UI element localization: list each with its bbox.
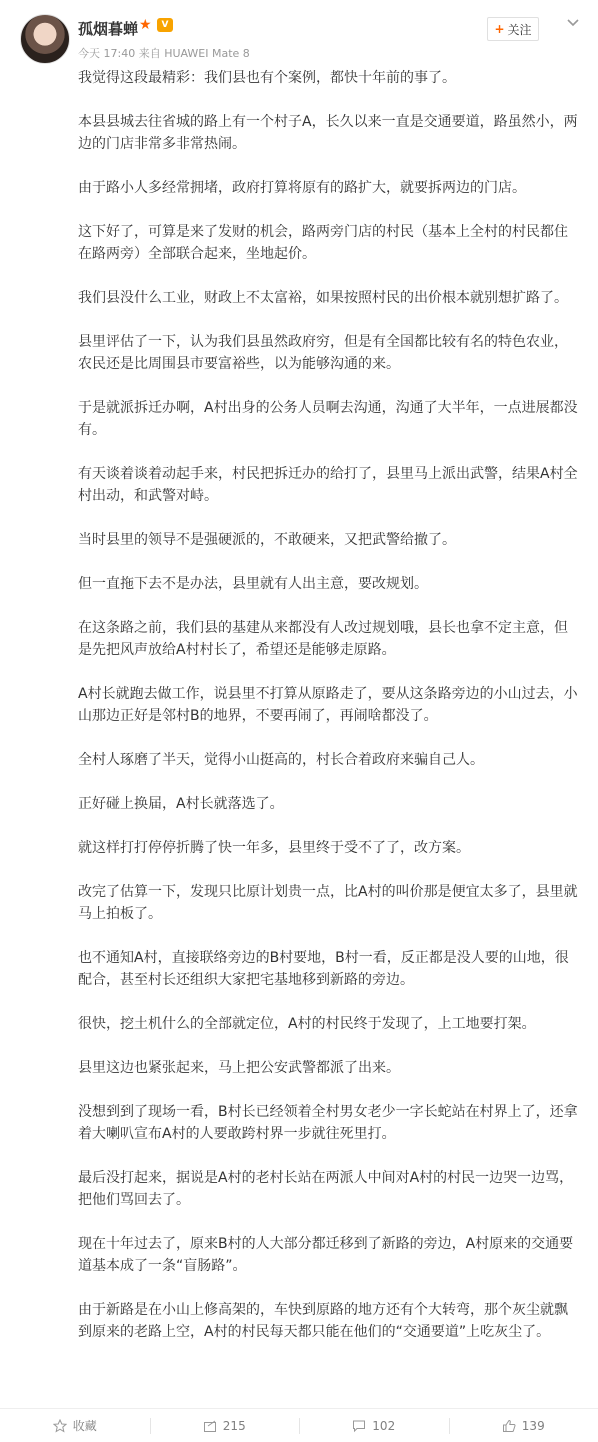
comment-count: 102 bbox=[372, 1419, 395, 1433]
post-paragraph: 有天谈着谈着动起手来，村民把拆迁办的给打了，县里马上派出武警，结果A村全村出动，和武警对峙。 bbox=[78, 463, 578, 507]
chevron-down-icon[interactable] bbox=[566, 16, 580, 30]
post-paragraph: 这下好了，可算是来了发财的机会，路两旁门店的村民（基本上全村的村民都住在路两旁）全部联合起来，坐地起价。 bbox=[78, 221, 578, 265]
star-badge-icon: ★ bbox=[139, 18, 153, 32]
post-header bbox=[0, 0, 598, 70]
post-paragraph: 本县县城去往省城的路上有一个村子A，长久以来一直是交通要道，路虽然小，两边的门店非常多非常热闹。 bbox=[78, 111, 578, 155]
post-paragraph: 我们县没什么工业，财政上不太富裕，如果按照村民的出价根本就别想扩路了。 bbox=[78, 287, 578, 309]
post-paragraph: 县里评估了一下，认为我们县虽然政府穷，但是有全国都比较有名的特色农业，农民还是比周围县市要富裕些，以为能够沟通的来。 bbox=[78, 331, 578, 375]
post-paragraph: 于是就派拆迁办啊，A村出身的公务人员啊去沟通，沟通了大半年，一点进展都没有。 bbox=[78, 397, 578, 441]
author-name[interactable]: 孤烟暮蝉 bbox=[78, 18, 138, 39]
post-paragraph: 也不通知A村，直接联络旁边的B村要地，B村一看，反正都是没人要的山地，很配合，甚至村长还组织大家把宅基地移到新路的旁边。 bbox=[78, 947, 578, 991]
repost-button[interactable] bbox=[150, 1409, 300, 1442]
favorite-label: 收藏 bbox=[73, 1417, 97, 1434]
post-paragraph: 在这条路之前，我们县的基建从来都没有人改过规划哦，县长也拿不定主意，但是先把风声放给A村村长了，希望还是能够走原路。 bbox=[78, 617, 578, 661]
avatar[interactable] bbox=[20, 14, 70, 64]
post-paragraph: 由于新路是在小山上修高架的，车快到原路的地方还有个大转弯，那个灰尘就飘到原来的老路上空，A村的村民每天都只能在他们的“交通要道”上吃灰尘了。 bbox=[78, 1299, 578, 1343]
author-badges bbox=[139, 18, 173, 32]
post-content bbox=[78, 67, 578, 1365]
post-meta: 今天 17:40 来自 HUAWEI Mate 8 bbox=[78, 45, 250, 61]
comment-icon bbox=[352, 1419, 366, 1433]
star-icon bbox=[53, 1419, 67, 1433]
post-paragraph: 没想到到了现场一看，B村长已经领着全村男女老少一字长蛇站在村界上了，还拿着大喇叭宣布A村的人要敢跨村界一步就往死里打。 bbox=[78, 1101, 578, 1145]
post-paragraph: 改完了估算一下，发现只比原计划贵一点，比A村的叫价那是便宜太多了，县里就马上拍板了。 bbox=[78, 881, 578, 925]
action-bar bbox=[0, 1408, 598, 1442]
post-paragraph: 全村人琢磨了半天，觉得小山挺高的，村长合着政府来骗自己人。 bbox=[78, 749, 578, 771]
repost-count: 215 bbox=[223, 1419, 246, 1433]
post-paragraph: 但一直拖下去不是办法，县里就有人出主意，要改规划。 bbox=[78, 573, 578, 595]
post-paragraph: 现在十年过去了，原来B村的人大部分都迁移到了新路的旁边，A村原来的交通要道基本成了一条“盲肠路”。 bbox=[78, 1233, 578, 1277]
post-paragraph: 当时县里的领导不是强硬派的，不敢硬来，又把武警给撤了。 bbox=[78, 529, 578, 551]
like-count: 139 bbox=[522, 1419, 545, 1433]
post-paragraph: 正好碰上换届，A村长就落选了。 bbox=[78, 793, 578, 815]
like-button[interactable] bbox=[449, 1409, 598, 1442]
post-paragraph: 我觉得这段最精彩：我们县也有个案例，都快十年前的事了。 bbox=[78, 67, 578, 89]
plus-icon: + bbox=[494, 22, 504, 36]
post-paragraph: 县里这边也紧张起来，马上把公安武警都派了出来。 bbox=[78, 1057, 578, 1079]
follow-button[interactable] bbox=[487, 17, 539, 41]
thumbs-up-icon bbox=[502, 1419, 516, 1433]
vip-badge-icon: V bbox=[157, 18, 173, 32]
post-paragraph: 就这样打打停停折腾了快一年多，县里终于受不了了，改方案。 bbox=[78, 837, 578, 859]
follow-label: 关注 bbox=[508, 21, 532, 38]
post-paragraph: 最后没打起来，据说是A村的老村长站在两派人中间对A村的村民一边哭一边骂，把他们骂回去了。 bbox=[78, 1167, 578, 1211]
post-paragraph: A村长就跑去做工作，说县里不打算从原路走了，要从这条路旁边的小山过去，小山那边正好是邻村B的地界，不要再闹了，再闹啥都没了。 bbox=[78, 683, 578, 727]
repost-icon bbox=[203, 1419, 217, 1433]
post-paragraph: 很快，挖土机什么的全部就定位，A村的村民终于发现了，上工地要打架。 bbox=[78, 1013, 578, 1035]
favorite-button[interactable] bbox=[0, 1409, 150, 1442]
post-paragraph: 由于路小人多经常拥堵，政府打算将原有的路扩大，就要拆两边的门店。 bbox=[78, 177, 578, 199]
comment-button[interactable] bbox=[299, 1409, 449, 1442]
